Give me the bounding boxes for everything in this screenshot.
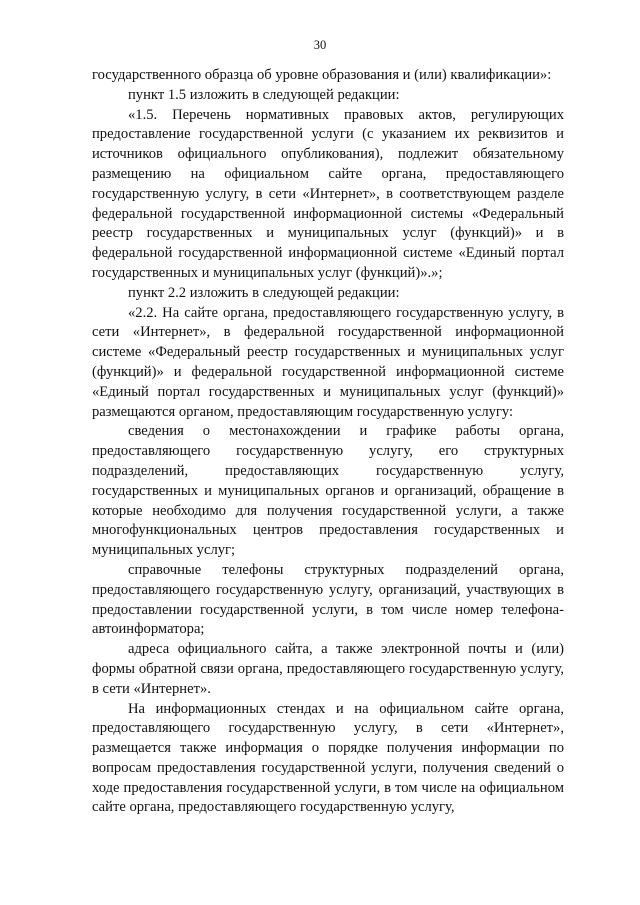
paragraph-phones-info: справочные телефоны структурных подразделений органа, предоставляющего государственную услугу, организаций, участвующих в предоставлении государственной услуги, в том числе номер телефона-автоинформатора; bbox=[92, 561, 564, 638]
document-body bbox=[92, 66, 564, 818]
paragraph-continuation: государственного образца об уровне образования и (или) квалификации»: bbox=[92, 67, 552, 83]
paragraph-item-2-2-text: «2.2. На сайте органа, предоставляющего государственную услугу, в сети «Интернет», в федеральной государственной информационной системе «Федеральный реестр государственных и муниципальных услуг (функций)» и федеральной государственной информационной системе «Единый портал государственных и муниципальных услуг (функций)» размещаются органом, предоставляющим государственную услугу: bbox=[92, 304, 564, 420]
paragraph-item-2-2-instruction: пункт 2.2 изложить в следующей редакции: bbox=[128, 284, 400, 301]
paragraph-item-1-5-text: «1.5. Перечень нормативных правовых актов, регулирующих предоставление государственной услуги (с указанием их реквизитов и источников официального опубликования), подлежит обязательному размещению на официальном сайте органа, предоставляющего государственную услугу, в сети «Интернет», в соответствующем разделе федеральной государственной информационной системы «Федеральный реестр государственных и муниципальных услуг (функций)» и в федеральной государственной информационной системе «Единый портал государственных и муниципальных услуг (функций)».»; bbox=[92, 106, 564, 281]
paragraph-website-info: адреса официального сайта, а также электронной почты и (или) формы обратной связи органа, предоставляющего государственную услугу, в сети «Интернет». bbox=[92, 641, 564, 697]
paragraph-info-stands: На информационных стендах и на официальном сайте органа, предоставляющего государственную услугу, в сети «Интернет», размещается также информация о порядке получения информации по вопросам предоставления государственной услуги, получения сведений о ходе предоставления государственной услуги, в том числе на официальном сайте органа, предоставляющего государственную услугу, bbox=[92, 700, 564, 816]
page-number: 30 bbox=[313, 38, 327, 52]
paragraph-item-1-5-instruction: пункт 1.5 изложить в следующей редакции: bbox=[128, 86, 400, 103]
paragraph-location-info: сведения о местонахождении и графике работы органа, предоставляющего государственную услугу, его структурных подразделений, предоставляющих государственную услугу, государственных и муниципальных органов и организаций, обращение в которые необходимо для получения государственной услуги, а также многофункциональных центров предоставления государственных и муниципальных услуг; bbox=[92, 423, 564, 559]
